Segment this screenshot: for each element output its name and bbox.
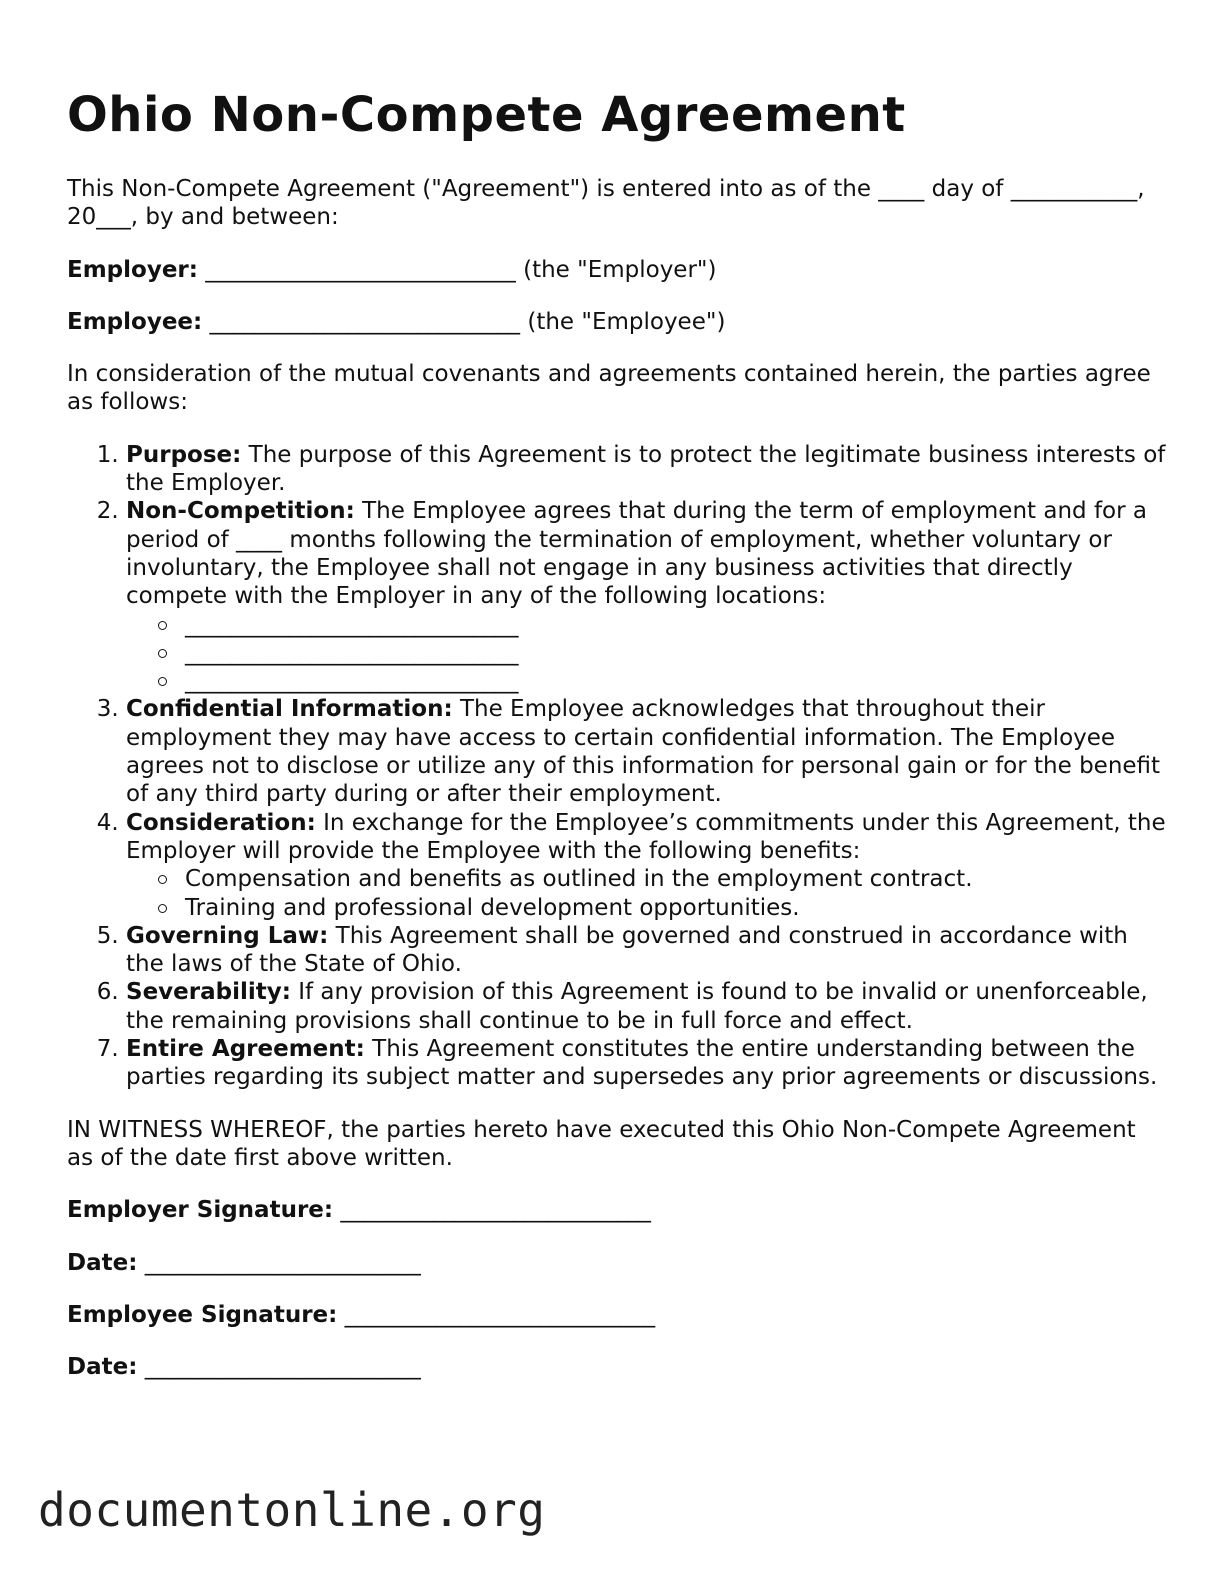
section-entire-agreement: [126, 1035, 1167, 1092]
document-page: [67, 86, 1167, 1405]
benefit-item: Compensation and benefits as outlined in the employment contract.: [185, 865, 1167, 893]
benefits-list: [126, 865, 1167, 922]
location-blank: _____________________________: [185, 667, 1167, 695]
section-purpose: [126, 441, 1167, 498]
intro-paragraph: This Non-Compete Agreement ("Agreement") is entered into as of the ____ day of ___________, 20___, by and between:: [67, 176, 1145, 231]
consideration-intro: In consideration of the mutual covenants and agreements contained herein, the parties agree as follows:: [67, 361, 1151, 416]
employer-blank: ___________________________ (the "Employer"): [205, 256, 717, 283]
section-text: If any provision of this Agreement is found to be invalid or unenforceable, the remaining provisions shall continue to be in full force and effect.: [126, 979, 1148, 1034]
date-blank: ________________________: [144, 1354, 421, 1381]
employee-blank: ___________________________ (the "Employee"): [209, 308, 726, 335]
section-non-competition: [126, 497, 1167, 695]
witness-paragraph: IN WITNESS WHEREOF, the parties hereto have executed this Ohio Non-Compete Agreement as of the date first above written.: [67, 1116, 1136, 1171]
section-text: This Agreement shall be governed and construed in accordance with the laws of the State of Ohio.: [126, 922, 1128, 978]
employee-date-line: [67, 1353, 1167, 1381]
employer-date-line: [67, 1249, 1167, 1277]
section-consideration: [126, 809, 1167, 922]
section-text: In exchange for the Employee’s commitments under this Agreement, the Employer will provide the Employee with the following benefits:: [126, 809, 1166, 864]
date-blank: ________________________: [144, 1249, 421, 1276]
section-text: The purpose of this Agreement is to protect the legitimate business interests of the Employer.: [126, 441, 1166, 497]
page-title: Ohio Non-Compete Agreement: [67, 87, 906, 143]
section-heading: Governing Law:: [126, 922, 329, 949]
employee-label: Employee:: [67, 308, 203, 335]
section-heading: Purpose:: [126, 441, 242, 468]
agreement-sections: [67, 441, 1167, 1092]
section-governing-law: [126, 922, 1167, 979]
section-heading: Severability:: [126, 979, 291, 1006]
date-label: Date:: [67, 1249, 138, 1276]
signature-label: Employee Signature:: [67, 1301, 338, 1328]
watermark-text: documentonline.org: [38, 1483, 546, 1537]
section-heading: Consideration:: [126, 809, 316, 836]
signature-label: Employer Signature:: [67, 1197, 334, 1224]
section-severability: [126, 978, 1167, 1035]
locations-list: [126, 611, 1167, 696]
location-blank: _____________________________: [185, 611, 1167, 639]
section-text: The Employee acknowledges that throughout their employment they may have access to certain confidential information. The Employee agrees not to disclose or utilize any of this information for personal gain or for the benefit of any third party during or after their employment.: [126, 696, 1161, 808]
section-text: The Employee agrees that during the term of employment and for a period of ____ months following the termination of employment, whether voluntary or involuntary, the Employee shall not engage in any business activities that directly compete with the Employer in any of the following locations:: [126, 498, 1147, 610]
signature-blank: ___________________________: [340, 1197, 651, 1224]
signature-blank: ___________________________: [344, 1301, 656, 1328]
section-heading: Entire Agreement:: [126, 1036, 365, 1063]
date-label: Date:: [67, 1354, 138, 1381]
section-heading: Non-Competition:: [126, 498, 355, 525]
employer-label: Employer:: [67, 256, 198, 283]
employee-signature-line: [67, 1301, 1167, 1329]
section-heading: Confidential Information:: [126, 696, 453, 723]
benefit-item: Training and professional development opportunities.: [185, 894, 1167, 922]
section-confidential-information: [126, 695, 1167, 808]
location-blank: _____________________________: [185, 639, 1167, 667]
section-text: This Agreement constitutes the entire understanding between the parties regarding its subject matter and supersedes any prior agreements or discussions.: [126, 1036, 1158, 1091]
employer-signature-line: [67, 1196, 1167, 1224]
employee-line: [67, 308, 1167, 336]
employer-line: [67, 256, 1167, 284]
